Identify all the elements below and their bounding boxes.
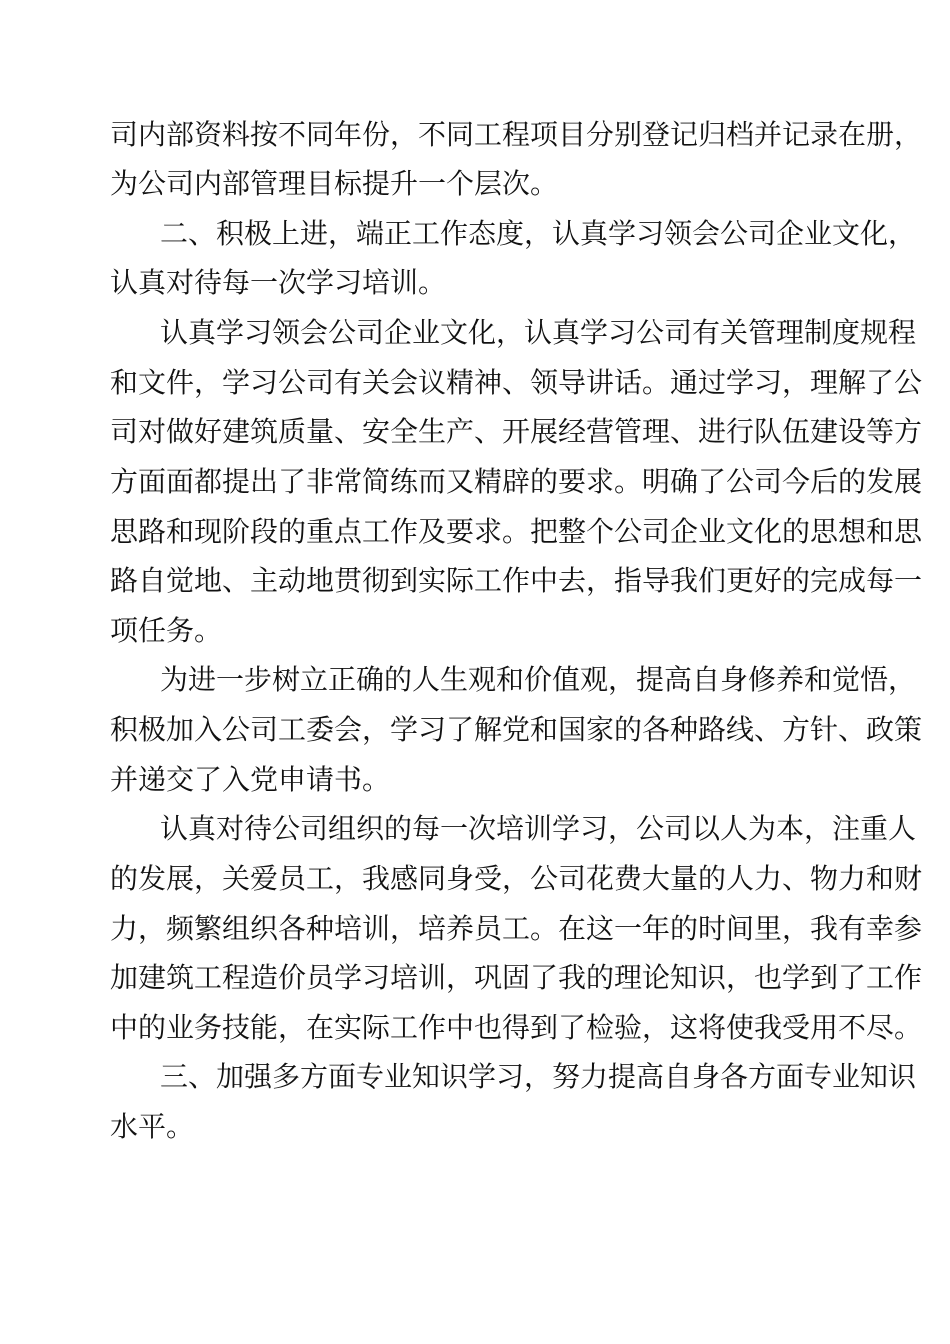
text-line: 司内部资料按不同年份，不同工程项目分别登记归档并记录在册， (110, 118, 923, 151)
text-line: 力，频繁组织各种培训，培养员工。在这一年的时间里，我有幸参 (110, 912, 923, 945)
section-heading-line: 水平。 (110, 1110, 195, 1143)
section-heading-line: 二、积极上进，端正工作态度，认真学习领会公司企业文化， (160, 217, 917, 250)
text-line: 加建筑工程造价员学习培训，巩固了我的理论知识，也学到了工作 (110, 961, 923, 994)
section-heading-line: 认真对待每一次学习培训。 (110, 266, 447, 299)
text-line: 积极加入公司工委会，学习了解党和国家的各种路线、方针、政策 (110, 713, 923, 746)
text-line: 认真对待公司组织的每一次培训学习，公司以人为本，注重人 (160, 812, 917, 845)
text-line: 为公司内部管理目标提升一个层次。 (110, 167, 559, 200)
text-line: 认真学习领会公司企业文化，认真学习公司有关管理制度规程 (160, 316, 917, 349)
text-line: 的发展，关爱员工，我感同身受，公司花费大量的人力、物力和财 (110, 862, 923, 895)
text-line: 为进一步树立正确的人生观和价值观，提高自身修养和觉悟， (160, 663, 917, 696)
text-line: 路自觉地、主动地贯彻到实际工作中去，指导我们更好的完成每一 (110, 564, 923, 597)
text-line: 中的业务技能，在实际工作中也得到了检验，这将使我受用不尽。 (110, 1011, 923, 1044)
text-line: 并递交了入党申请书。 (110, 763, 391, 796)
text-line: 项任务。 (110, 614, 223, 647)
text-line: 思路和现阶段的重点工作及要求。把整个公司企业文化的思想和思 (110, 515, 923, 548)
text-line: 方面面都提出了非常简练而又精辟的要求。明确了公司今后的发展 (110, 465, 923, 498)
text-line: 和文件，学习公司有关会议精神、领导讲话。通过学习，理解了公 (110, 366, 923, 399)
section-heading-line: 三、加强多方面专业知识学习，努力提高自身各方面专业知识 (160, 1060, 917, 1093)
text-line: 司对做好建筑质量、安全生产、开展经营管理、进行队伍建设等方 (110, 415, 923, 448)
